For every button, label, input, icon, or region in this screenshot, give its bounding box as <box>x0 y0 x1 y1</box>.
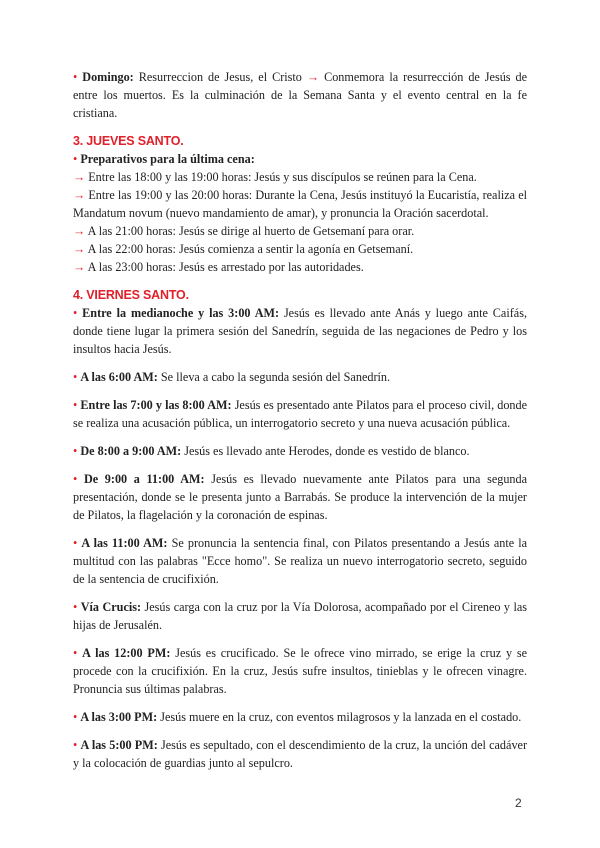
arrow-icon: → <box>73 260 86 274</box>
arrow-icon: → <box>73 224 86 238</box>
bullet: • <box>73 536 78 550</box>
viernes-item-label: A las 5:00 PM: <box>80 738 158 752</box>
jueves-item-text: Entre las 19:00 y las 20:00 horas: Durante la Cena, Jesús instituyó la Eucaristía, realiza el Mandatum novum (nuevo mandamiento de amar), y pronuncia la Oración sacerdotal. <box>73 188 528 220</box>
bullet: • <box>73 70 78 84</box>
viernes-item <box>73 598 527 634</box>
viernes-item <box>73 736 527 772</box>
viernes-item-text: Jesús es crucificado. Se le ofrece vino mirrado, se erige la cruz y se procede con la crucifixión. En la cruz, Jesús sufre insultos, tinieblas y le ofrecen vinagre. Pronuncia sus últimas palabras. <box>73 646 528 696</box>
viernes-heading: 4. VIERNES SANTO. <box>73 288 189 302</box>
viernes-item <box>73 368 527 386</box>
viernes-item-text: Jesús es llevado ante Herodes, donde es vestido de blanco. <box>184 444 470 458</box>
viernes-item-label: Entre las 7:00 y las 8:00 AM: <box>80 398 232 412</box>
jueves-item-text: A las 23:00 horas: Jesús es arrestado por las autoridades. <box>87 260 364 274</box>
bullet: • <box>73 646 78 660</box>
domingo-label: Domingo: <box>82 70 134 84</box>
arrow-icon: → <box>73 242 86 256</box>
viernes-item-text: Jesús carga con la cruz por la Vía Dolorosa, acompañado por el Cireneo y las hijas de Jerusalén. <box>73 600 528 632</box>
domingo-text-2: Conmemora la resurrección de Jesús de entre los muertos. Es la culminación de la Semana Santa y el evento central en la fe cristiana. <box>73 70 528 120</box>
bullet: • <box>73 152 78 166</box>
viernes-item-text: Se lleva a cabo la segunda sesión del Sanedrín. <box>160 370 391 384</box>
document-page <box>73 68 527 772</box>
viernes-item-text: Jesús es sepultado, con el descendimiento de la cruz, la unción del cadáver y la colocación de guardias junto al sepulcro. <box>73 738 528 770</box>
arrow-icon: → <box>306 70 320 84</box>
viernes-item-label: A las 12:00 PM: <box>82 646 171 660</box>
jueves-item <box>73 258 527 276</box>
jueves-item <box>73 168 527 186</box>
viernes-item <box>73 708 527 726</box>
viernes-item-text: Jesús es presentado ante Pilatos para el proceso civil, donde se realiza una acusación pública, un interrogatorio secreto y una nueva acusación pública. <box>73 398 528 430</box>
viernes-item-label: A las 3:00 PM: <box>80 710 158 724</box>
bullet: • <box>73 710 78 724</box>
viernes-item-label: De 8:00 a 9:00 AM: <box>80 444 182 458</box>
arrow-icon: → <box>73 170 86 184</box>
viernes-item-label: Vía Crucis: <box>80 600 142 614</box>
viernes-item <box>73 442 527 460</box>
jueves-sub-label: Preparativos para la última cena: <box>80 152 255 166</box>
jueves-item <box>73 222 527 240</box>
viernes-item <box>73 304 527 358</box>
bullet: • <box>73 398 78 412</box>
viernes-item-label: A las 11:00 AM: <box>81 536 168 550</box>
viernes-item-text: Jesús es llevado ante Anás y luego ante Caifás, donde tiene lugar la primera sesión del Sanedrín, seguida de las negaciones de Pedro y los insultos hacia Jesús. <box>73 306 527 356</box>
bullet: • <box>73 306 78 320</box>
domingo-paragraph <box>73 68 527 122</box>
domingo-text-1: Resurreccion de Jesus, el Cristo <box>138 70 302 84</box>
bullet: • <box>73 472 78 486</box>
viernes-item <box>73 396 527 432</box>
viernes-item-label: Entre la medianoche y las 3:00 AM: <box>82 306 280 320</box>
viernes-item-text: Se pronuncia la sentencia final, con Pilatos presentando a Jesús ante la multitud con las palabras "Ecce homo". Se realiza un nuevo interrogatorio secreto, seguido de la sentencia de crucifixión. <box>73 536 528 586</box>
jueves-item <box>73 240 527 258</box>
viernes-item <box>73 534 527 588</box>
viernes-item <box>73 644 527 698</box>
bullet: • <box>73 370 78 384</box>
viernes-item-label: De 9:00 a 11:00 AM: <box>83 472 205 486</box>
viernes-item-text: Jesús muere en la cruz, con eventos milagrosos y la lanzada en el costado. <box>160 710 522 724</box>
page-number: 2 <box>515 796 522 810</box>
jueves-item-text: A las 21:00 horas: Jesús se dirige al huerto de Getsemaní para orar. <box>87 224 415 238</box>
jueves-sub <box>73 150 527 168</box>
viernes-item-label: A las 6:00 AM: <box>80 370 158 384</box>
viernes-item-text: Jesús es llevado nuevamente ante Pilatos para una segunda presentación, donde se le presenta junto a Barrabás. Se produce la intervención de la mujer de Pilatos, la flagelación y la coronación de espinas. <box>73 472 528 522</box>
arrow-icon: → <box>73 188 86 202</box>
jueves-item-text: A las 22:00 horas: Jesús comienza a sentir la agonía en Getsemaní. <box>87 242 414 256</box>
jueves-heading: 3. JUEVES SANTO. <box>73 134 184 148</box>
jueves-item-text: Entre las 18:00 y las 19:00 horas: Jesús y sus discípulos se reúnen para la Cena. <box>88 170 477 184</box>
bullet: • <box>73 600 78 614</box>
jueves-item <box>73 186 527 222</box>
bullet: • <box>73 444 78 458</box>
bullet: • <box>73 738 78 752</box>
viernes-item <box>73 470 527 524</box>
